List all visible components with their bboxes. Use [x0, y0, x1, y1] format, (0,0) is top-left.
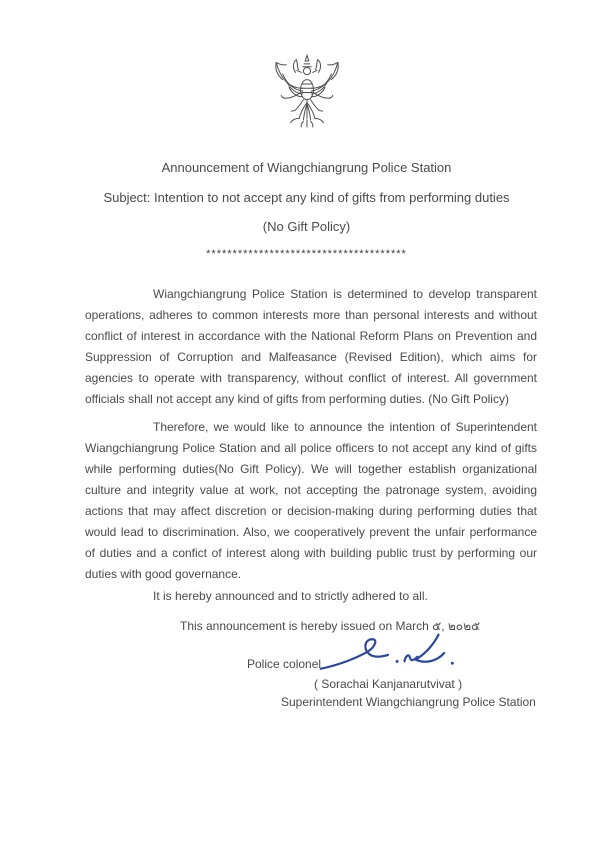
paragraph-intent: Wiangchiangrung Police Station is determined to develop transparent operations, adheres to common interests more than personal interests and without conflict of interest in accordance with the National Reform Plans on Prevention and Suppression of Corruption and Malfeasance (Revised Edition), which aims for agencies to operate with transparency, without conflict of interest. All government officials shall not accept any kind of gifts from performing duties. (No Gift Policy)	[85, 287, 537, 406]
paragraph-announcement: Therefore, we would like to announce the intention of Superintendent Wiangchiangrung Police Station and all police officers to not accept any kind of gifts while performing duties(No Gift Policy). We will together establish organizational culture and integrity value at work, not accepting the patronage system, avoiding actions that may affect discretion or decision-making during performing duties that would lead to discrimination. Also, we cooperatively prevent the unfair performance of duties and a confict of interest along with building public trust by performing our duties with good governance.	[85, 420, 537, 581]
garuda-emblem-graphic	[264, 52, 350, 146]
signatory-position: Superintendent Wiangchiangrung Police Station	[281, 695, 536, 709]
signature-ink-icon	[318, 629, 456, 679]
garuda-emblem	[264, 52, 350, 146]
document-title: Announcement of Wiangchiangrung Police Station	[161, 160, 452, 175]
divider-asterisks: **************************************	[206, 248, 407, 260]
signature-block	[0, 637, 613, 737]
closing-line: It is hereby announced and to strictly adhered to all.	[153, 589, 428, 603]
document-subject: Subject: Intention to not accept any kind of gifts from performing duties	[103, 190, 510, 205]
signatory-name: ( Sorachai Kanjanarutvivat )	[314, 677, 463, 691]
document-subtitle: (No Gift Policy)	[262, 219, 351, 234]
issue-date-line: This announcement is hereby issued on March ๕, ๒๐๒๕	[180, 619, 481, 633]
signatory-rank: Police colonel	[247, 657, 322, 671]
